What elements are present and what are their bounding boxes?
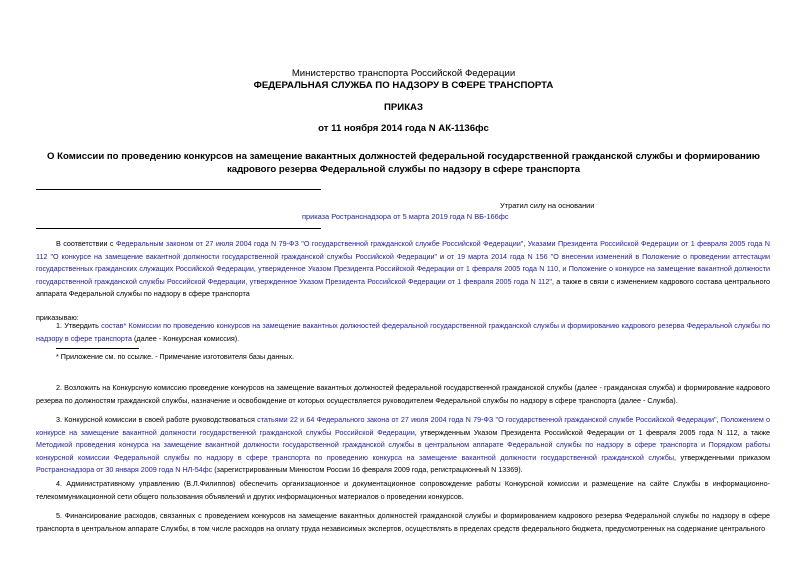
divider-top [36,189,321,190]
status-label: Утратил силу на основании [500,201,595,210]
link-federal-law[interactable]: Федеральным законом от 27 июля 2004 года N 79-ФЗ "О государственной гражданской службе Российской Федерации" [115,239,524,248]
item-2-paragraph: 2. Возложить на Конкурсную комиссию проведение конкурсов на замещение вакантных должностей федеральной государственной гражданской службы (далее - гражданская служба) и формирование кадрового резерва по должностям гражданской службы, назначение и освобождение от которых осуществляется руководителем Федеральной службы по надзору в сфере транспорта (далее - Служба). [36,383,770,405]
preamble-text: В соответствии с [56,239,116,248]
preamble-text: , [523,239,528,248]
item-3-text: (зарегистрированным Минюстом России 16 февраля 2009 года, регистрационный N 13369). [212,465,523,475]
link-competition-regulation[interactable]: Положением о конкурсе на замещение вакантной должности государственной гражданской службы Российской Федерации [36,415,771,437]
item-1-paragraph [36,320,770,345]
item-5-paragraph: 5. Финансирование расходов, связанных с проведением конкурсов на замещение вакантных должностей гражданской службы и формированием кадрового резерва Федеральной службы по надзору в сфере транспорта в центральном аппарате Службы, в том числе расходов на оплату труда независимых экспертов, осуществлять в пределах средств федерального бюджета, предусмотренных на содержание центрального [36,511,770,533]
link-methodology[interactable]: Методикой проведения конкурса на замещение вакантной должности государственной гражданской службы в центральном аппарате Федеральной службы по надзору в сфере транспорта и Порядком работы конкурсной комиссии Федеральной службы по надзору в сфере транспорта по проведению конкурса на замещение вакантной должности государственной гражданской службы [36,440,770,462]
service-name: ФЕДЕРАЛЬНАЯ СЛУЖБА ПО НАДЗОРУ В СФЕРЕ ТРАНСПОРТА [253,80,554,91]
status-link[interactable]: приказа Ространснадзора от 5 марта 2019 года N ВБ-166фс [302,212,509,221]
link-decree-156[interactable]: от 19 марта 2014 года N 156 "О внесении изменений в Положение о проведении аттестации государственных гражданских служащих Российской Федерации, утвержденное Указом Президента Российской Федерации от 1 февраля 2005 года N 110, и Положение о конкурсе на замещение вакантной должности государственной гражданской службы Российской Федерации, утвержденное Указом Президента Российской Федерации от 1 февраля 2005 года N 112" [36,251,770,286]
item-3-text: , [716,415,721,424]
doc-type: ПРИКАЗ [384,102,423,113]
doc-date-number: от 11 ноября 2014 года N АК-1136фс [318,123,489,134]
preamble-text: , а также в связи с изменением кадрового состава центрального аппарата Федеральной службы по надзору в сфере транспорта [36,276,770,299]
order-word: приказываю: [36,313,79,322]
ministry-name: Министерство транспорта Российской Федерации [291,68,516,79]
footnote-rule [56,348,139,349]
item-1-text: 1. Утвердить [56,321,102,330]
link-composition[interactable]: состав [101,321,124,330]
link-order-nl-54[interactable]: Ространснадзора от 30 января 2009 года N НЛ-54фс [36,465,213,475]
item-3-text: , утвержденным Указом Президента Российской Федерации от 1 февраля 2005 года N 112, а также [414,427,771,437]
item-3-text: 3. Конкурсной комиссии в своей работе руководствоваться [56,415,258,424]
preamble-paragraph [36,238,770,301]
item-1-link-text[interactable]: * Комиссии по проведению конкурсов на замещение вакантных должностей федеральной государственной гражданской службы и формированию кадрового резерва Федеральной службы по надзору в сфере транспорта [36,321,770,343]
item-1-text: (далее - Конкурсная комиссия). [131,333,240,343]
divider-bottom [36,228,321,229]
footnote: * Приложение см. по ссылке. - Примечание изготовителя базы данных. [56,352,295,361]
item-3-paragraph [36,414,770,477]
link-articles-22-64[interactable]: статьями 22 и 64 Федерального закона от 27 июля 2004 года N 79-ФЗ "О государственной гражданской службе Российской Федерации" [257,415,717,424]
item-4-paragraph: 4. Административному управлению (В.Л.Филиппов) обеспечить организационное и документационное сопровождение работы Конкурсной комиссии и размещение на сайте Службы в информационно-телекоммуникационной сети общего пользования объявлений и других информационных материалов о проведении конкурсов. [36,479,770,501]
preamble-text: и [437,251,448,261]
doc-title: О Комиссии по проведению конкурсов на замещение вакантных должностей федеральной государственной гражданской службы и формированию кадрового резерва Федеральной службы по надзору в сфере транспорта [47,151,760,175]
item-3-text: , утвержденными приказом [674,452,771,462]
link-decree-112[interactable]: Указами Президента Российской Федерации от 1 февраля 2005 года N 112 "О конкурсе на замещение вакантной должности государственной гражданской службы Российской Федерации" [36,239,770,261]
